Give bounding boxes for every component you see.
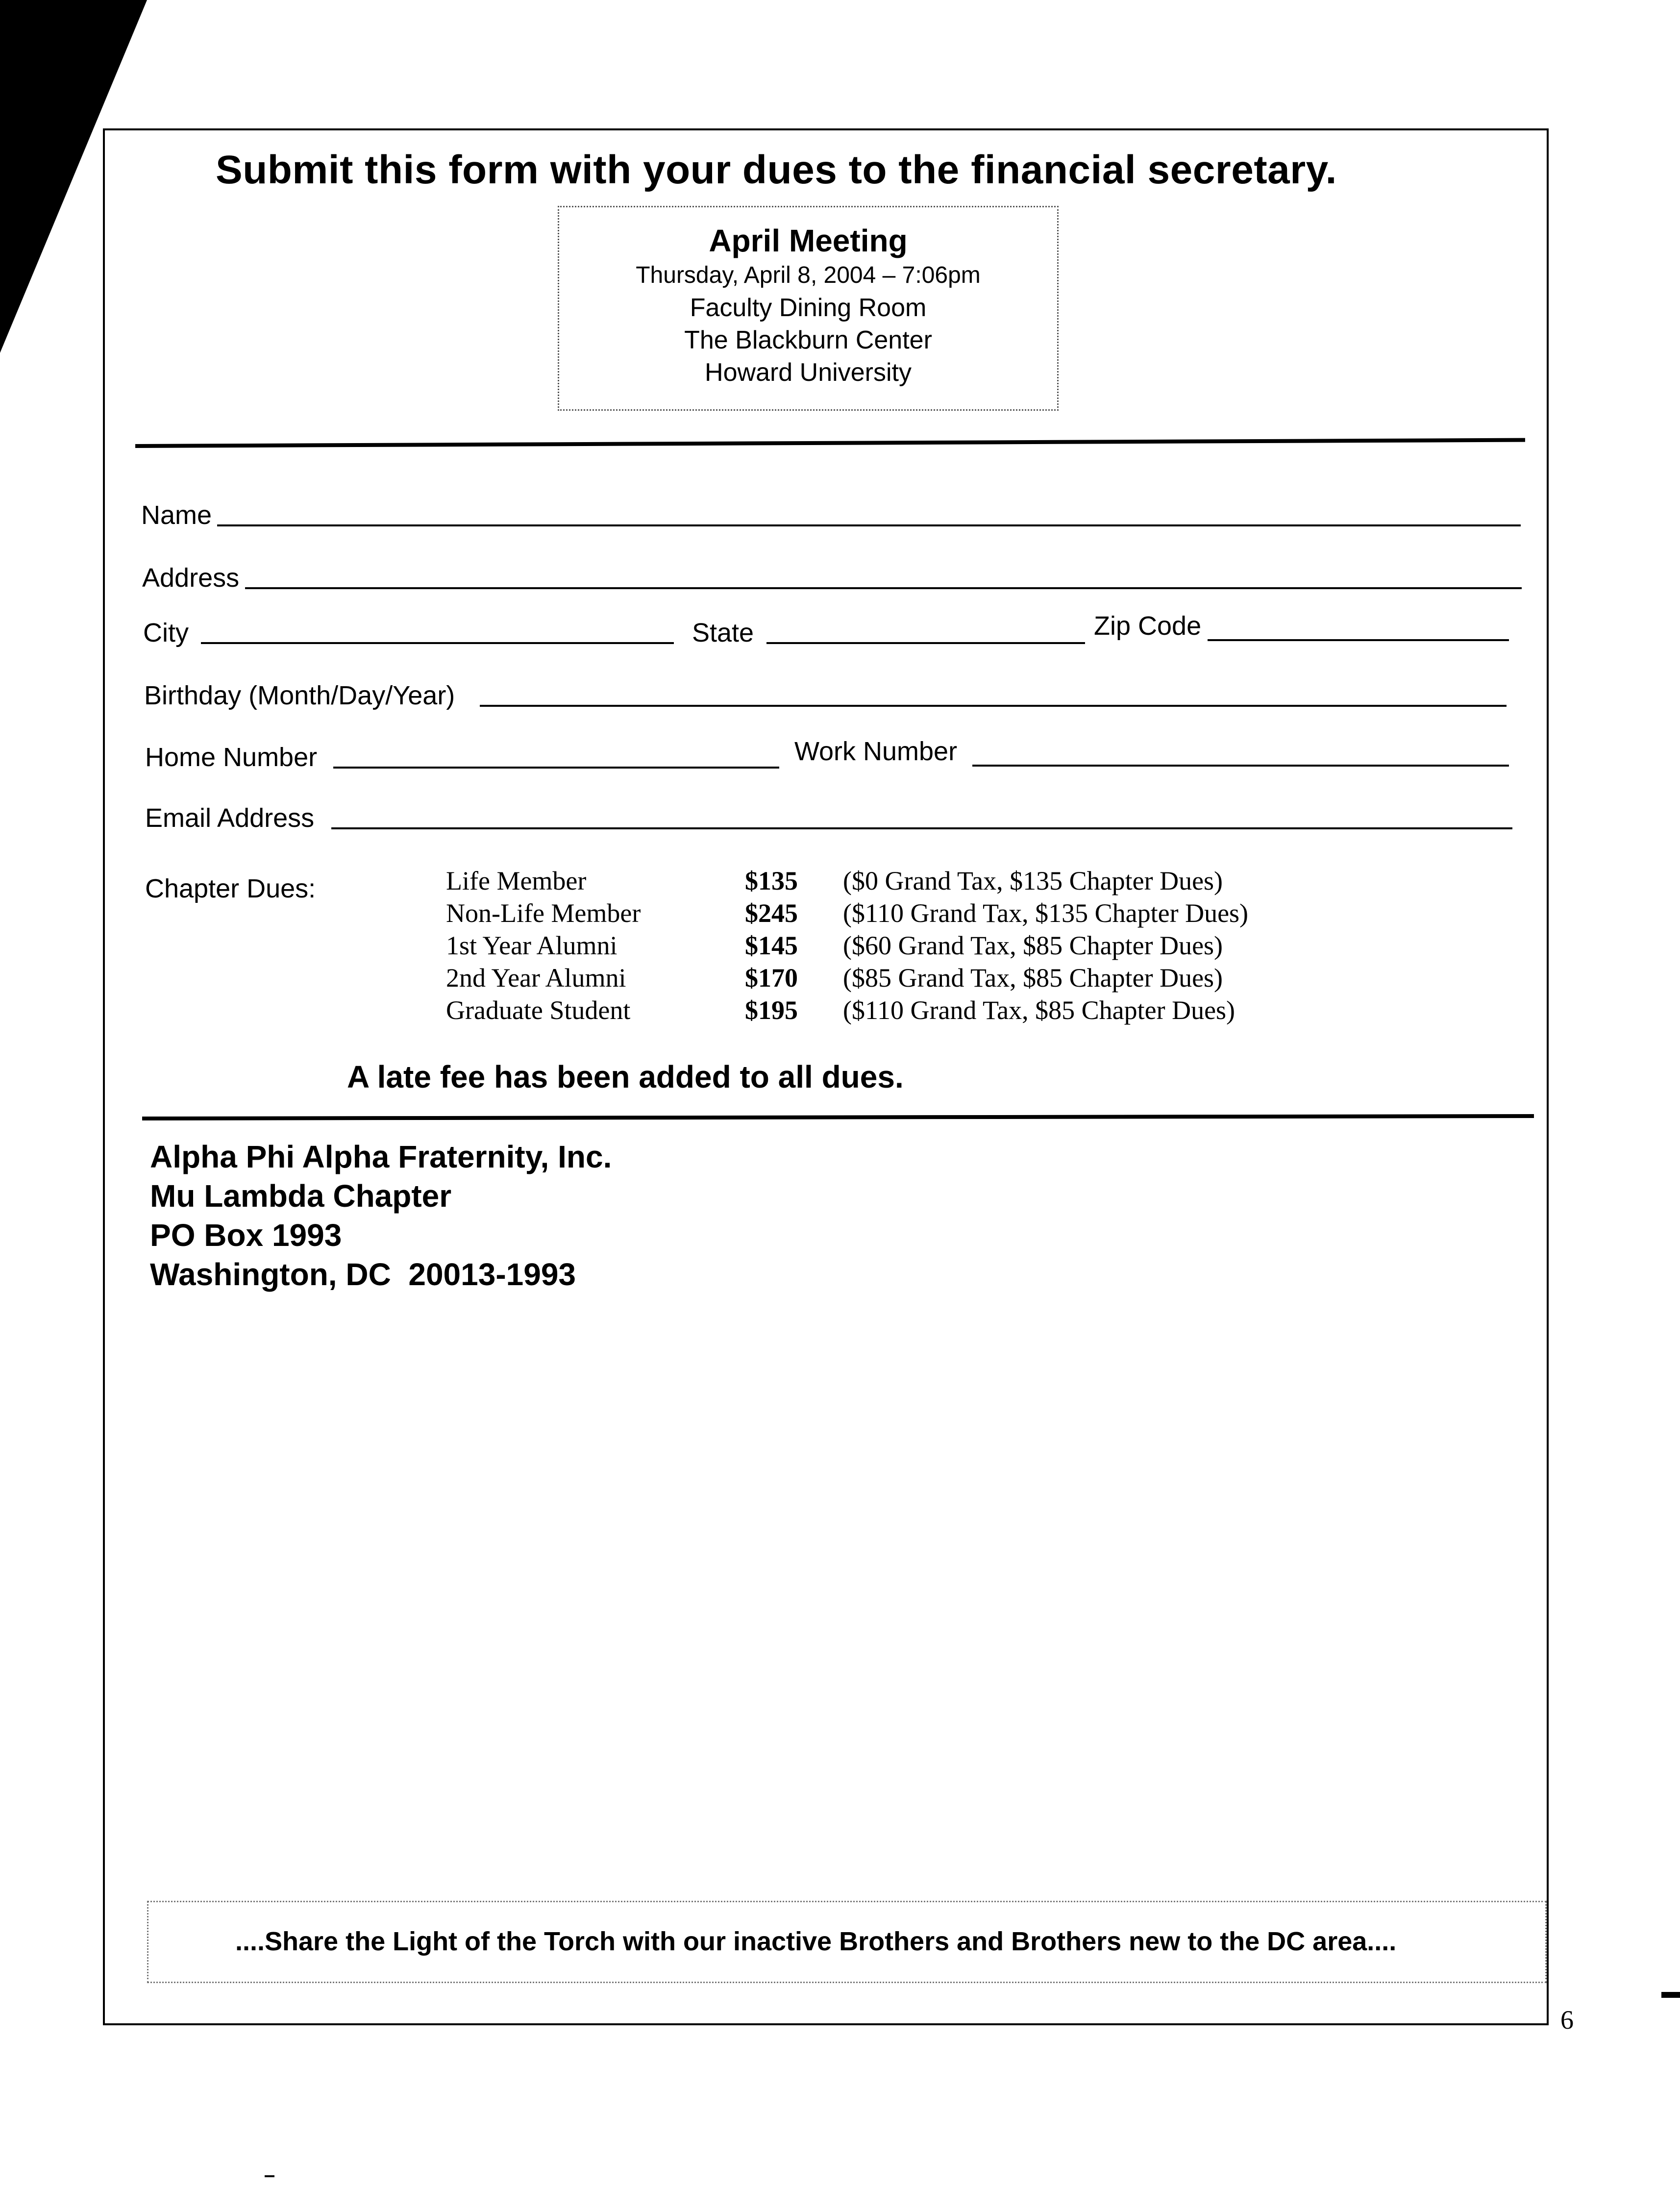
email-row (145, 799, 1527, 833)
dues-price: $170 (745, 963, 798, 993)
home-number-label: Home Number (145, 743, 318, 772)
scan-speck (1661, 1992, 1680, 1998)
meeting-building: The Blackburn Center (684, 326, 932, 354)
city-field[interactable] (201, 642, 674, 644)
address-line-chapter: Mu Lambda Chapter (150, 1178, 452, 1214)
address-line-po-box: PO Box 1993 (150, 1218, 342, 1253)
address-field[interactable] (245, 587, 1522, 589)
dues-detail: ($60 Grand Tax, $85 Chapter Dues) (843, 931, 1223, 960)
footer-message: ....Share the Light of the Torch with our inactive Brothers and Brothers new to the DC area.... (235, 1927, 1397, 1956)
name-field[interactable] (217, 524, 1521, 526)
dues-price: $135 (745, 866, 798, 895)
dues-type: Life Member (446, 866, 587, 895)
dues-type: Graduate Student (446, 995, 631, 1025)
birthday-row (144, 676, 1526, 711)
chapter-dues-label: Chapter Dues: (145, 874, 316, 903)
city-state-zip-row (143, 611, 1525, 648)
address-line-city: Washington, DC 20013-1993 (150, 1257, 576, 1292)
dues-price: $195 (745, 995, 798, 1025)
late-fee-notice: A late fee has been added to all dues. (347, 1059, 904, 1094)
address-row (142, 559, 1524, 593)
address-label: Address (142, 563, 240, 593)
dues-price: $145 (745, 931, 798, 960)
work-number-field[interactable] (972, 765, 1509, 767)
email-address-field[interactable] (331, 827, 1512, 829)
meeting-date-time: Thursday, April 8, 2004 – 7:06pm (636, 262, 981, 288)
dues-type: 2nd Year Alumni (446, 963, 626, 993)
dues-detail: ($110 Grand Tax, $135 Chapter Dues) (843, 898, 1249, 928)
meeting-info-box (558, 206, 1059, 411)
name-row (141, 496, 1523, 530)
zip-code-label: Zip Code (1094, 611, 1202, 641)
meeting-room: Faculty Dining Room (690, 294, 927, 322)
dues-detail: ($0 Grand Tax, $135 Chapter Dues) (843, 866, 1223, 895)
email-address-label: Email Address (145, 803, 315, 833)
phone-row (145, 738, 1527, 772)
home-number-field[interactable] (333, 767, 779, 769)
page-headline: Submit this form with your dues to the financial secretary. (216, 148, 1337, 192)
address-line-organization: Alpha Phi Alpha Fraternity, Inc. (150, 1139, 612, 1174)
state-field[interactable] (766, 642, 1085, 644)
dues-detail: ($85 Grand Tax, $85 Chapter Dues) (843, 963, 1223, 993)
work-number-label: Work Number (794, 737, 958, 766)
dues-type: Non-Life Member (446, 898, 641, 928)
state-label: State (692, 618, 754, 647)
birthday-field[interactable] (480, 705, 1507, 707)
name-label: Name (141, 500, 212, 530)
dues-price: $245 (745, 898, 798, 928)
dues-type: 1st Year Alumni (446, 931, 618, 960)
meeting-title: April Meeting (709, 223, 908, 258)
meeting-university: Howard University (705, 358, 912, 387)
zip-code-field[interactable] (1208, 639, 1509, 641)
scan-speck (265, 2175, 274, 2177)
city-label: City (143, 618, 189, 647)
dues-detail: ($110 Grand Tax, $85 Chapter Dues) (843, 995, 1235, 1025)
birthday-label: Birthday (Month/Day/Year) (144, 681, 455, 710)
mailing-address (150, 1137, 612, 1294)
page-number: 6 (1560, 2005, 1574, 2035)
